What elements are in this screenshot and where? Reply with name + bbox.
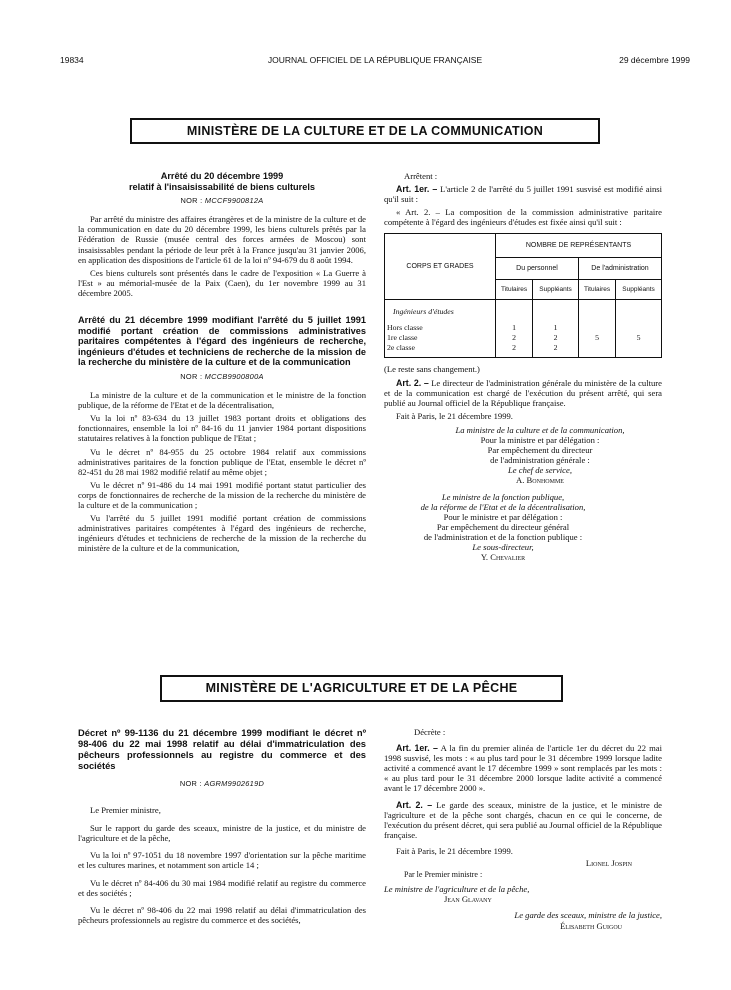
arrete2-paragraph: Vu la loi nº 83-634 du 13 juillet 1983 portant droits et obligations des fonctionnaires, ensemble la loi nº 84-16 du 11 janvier 1984 portant dispositions statutaires relatives à la fonction publique de l'Etat ; — [78, 413, 366, 444]
page-header — [60, 53, 690, 67]
table-personnel-suppleants: 1 2 2 — [533, 300, 579, 358]
table-col-titulaires: Titulaires — [578, 280, 615, 300]
decrete: Décrète : — [414, 727, 446, 737]
table-row-grade: 2e classe — [387, 343, 415, 353]
decret-paragraph: Le Premier ministre, — [90, 805, 161, 816]
arrete2-title: Arrêté du 21 décembre 1999 modifiant l'arrêté du 5 juillet 1991 modifié portant création de commissions administratives paritaires compétentes à l'égard des ingénieurs de recherche, ingénieurs d'études et techniciens de recherche de la mission de la recherche du ministère de la culture et de la communication — [78, 315, 366, 368]
table-head-nombre: NOMBRE DE REPRÉSENTANTS — [496, 234, 662, 258]
decret-paragraph: Sur le rapport du garde des sceaux, ministre de la justice, et du ministre de l'agriculture et de la pêche, — [78, 823, 366, 844]
arrete2-paragraph: Vu l'arrêté du 5 juillet 1991 modifié portant création de commissions administratives paritaires compétentes à l'égard des ingénieurs de recherche, ingénieurs d'études et techniciens de recherche de la mission de la recherche du ministère de la culture et de la communication, — [78, 513, 366, 554]
table-col-suppleants: Suppléants — [533, 280, 579, 300]
signatory-name: Y. Chevalier — [480, 552, 526, 563]
table-group-label: Ingénieurs d'études — [393, 307, 454, 317]
arretent: Arrêtent : — [404, 171, 438, 181]
issue-date: 29 décembre 1999 — [619, 55, 690, 65]
decret-paragraph: Vu la loi nº 97-1051 du 18 novembre 1997 d'orientation sur la pêche maritime et les cultures marines, et notamment son article 14 ; — [78, 850, 366, 871]
arrete2-article1-quote: « Art. 2. – La composition de la commission administrative paritaire compétente à l'égard des ingénieurs d'études est fixée ainsi qu'il suit : — [384, 207, 662, 228]
arrete1-nor: NOR : MCCF9900812A — [180, 196, 264, 206]
table-head-corps: CORPS ET GRADES — [385, 234, 496, 300]
arrete2-paragraph: Vu le décret nº 84-955 du 25 octobre 1984 relatif aux commissions administratives paritaires de la fonction publique de l'Etat, ensemble le décret nº 82-451 du 28 mai 1982 modifié relatif au même objet ; — [78, 446, 366, 477]
table-row-grade: Hors classe — [387, 323, 423, 333]
table-row-grade: 1re classe — [387, 333, 418, 343]
table-grades-cell — [385, 300, 496, 358]
ministry-agriculture-heading: MINISTÈRE DE L'AGRICULTURE ET DE LA PÊCHE — [160, 675, 563, 702]
ministry-culture-heading: MINISTÈRE DE LA CULTURE ET DE LA COMMUNICATION — [130, 118, 600, 144]
table-col-titulaires: Titulaires — [496, 280, 533, 300]
page-number: 19834 — [60, 55, 84, 65]
decret-article1: Art. 1er. – A la fin du premier alinéa de l'article 1er du décret du 22 mai 1998 susvisé, les mots : « au plus tard pour le 31 décembre 1999 lorsque ladite activité a commencé avant le 17 décembre 1999 » sont remplacés par les mots : « au plus tard pour le 31 décembre 2000 lorsque ladite activité a commencé avant le 17 décembre 2000 ». — [384, 743, 662, 794]
signature-block-fonction-publique: Le ministre de la fonction publique, de la réforme de l'Etat et de la décentralisation, Pour le ministre et par délégation : Par empêchement du directeur général de l'administration et de la fonction publique : Le sous-directeur, Y. Chevalier — [384, 492, 662, 563]
right-column-agriculture — [384, 727, 662, 931]
arrete2-fait: Fait à Paris, le 21 décembre 1999. — [396, 410, 513, 421]
arrete1-paragraph: Par arrêté du ministre des affaires étrangères et de la ministre de la culture et de la communication en date du 20 décembre 1999, les biens culturels prêtés par la Fédération de Russie (musée central des forces armées de Moscou) sont insaisissables pendant la période de leur prêt à la France jusqu'au 31 janvier 2006, en application des dispositions de l'article 61 de la loi nº 94-679 du 8 août 1994. — [78, 214, 366, 265]
decret-title: Décret nº 99-1136 du 21 décembre 1999 modifiant le décret nº 98-406 du 22 mai 1998 relatif au délai d'immatriculation des pêcheurs professionnels au registre du commerce et des sociétés — [78, 727, 366, 771]
signatory-guigou: Élisabeth Guigou — [560, 920, 622, 931]
signatory-name: A. Bonhomme — [516, 475, 564, 486]
decret-nor: NOR : AGRM9902619D — [179, 779, 265, 788]
arrete2-nor: NOR : MCCB9900800A — [180, 372, 264, 381]
arrete2-article1: Art. 1er. – L'article 2 de l'arrêté du 5 juillet 1991 susvisé est modifié ainsi qu'il suit : — [384, 184, 662, 205]
table-admin-titulaires: 5 — [578, 300, 615, 358]
arrete1-paragraph: Ces biens culturels sont présentés dans le cadre de l'exposition « La Guerre à l'Est » au mémorial-musée de la Paix (Caen), du 1er novembre 1999 au 31 décembre 2005. — [78, 267, 366, 298]
table-admin-suppleants: 5 — [616, 300, 662, 358]
signature-block-culture: La ministre de la culture et de la communication, Pour la ministre et par délégation : Par empêchement du directeur de l'administration générale : Le chef de service, A. Bonhomme — [384, 425, 662, 486]
decret-paragraph: Vu le décret nº 84-406 du 30 mai 1984 modifié relatif au registre du commerce et des sociétés ; — [78, 877, 366, 898]
reste-sans-changement: (Le reste sans changement.) — [384, 364, 480, 375]
arrete2-paragraph: La ministre de la culture et de la communication et le ministre de la fonction publique, de la réforme de l'Etat et de la décentralisation, — [78, 390, 366, 411]
representatives-table — [384, 233, 662, 358]
signature-title-justice: Le garde des sceaux, ministre de la justice, — [514, 910, 662, 921]
signatory-jospin: Lionel Jospin — [585, 858, 632, 869]
table-head-administration: De l'administration — [578, 258, 661, 280]
right-column-culture — [384, 171, 662, 562]
decret-fait: Fait à Paris, le 21 décembre 1999. — [396, 845, 513, 856]
signatory-glavany: Jean Glavany — [444, 894, 492, 905]
table-head-personnel: Du personnel — [496, 258, 579, 280]
decret-paragraph: Vu le décret nº 98-406 du 22 mai 1998 relatif au délai d'immatriculation des pêcheurs professionnels au registre du commerce et des sociétés, — [78, 904, 366, 925]
signature-title-agriculture: Le ministre de l'agriculture et de la pêche, — [384, 884, 530, 895]
par-le-premier-ministre: Par le Premier ministre : — [404, 870, 483, 880]
arrete1-title: Arrêté du 20 décembre 1999 relatif à l'insaisissabilité de biens culturels — [128, 171, 315, 192]
decret-article2: Art. 2. – Le garde des sceaux, ministre de la justice, et le ministre de l'agriculture et de la pêche sont chargés, chacun en ce qui le concerne, de l'exécution du présent décret, qui sera publié au Journal officiel de la République française. — [384, 799, 662, 840]
table-col-suppleants: Suppléants — [616, 280, 662, 300]
arrete2-article2: Art. 2. – Le directeur de l'administration générale du ministère de la culture et de la communication est chargé de l'exécution du présent arrêté, qui sera publié au Journal officiel de la République française. — [384, 377, 662, 408]
journal-title: JOURNAL OFFICIEL DE LA RÉPUBLIQUE FRANÇAISE — [267, 55, 483, 65]
arrete2-paragraph: Vu le décret nº 91-486 du 14 mai 1991 modifié portant statut particulier des corps de fonctionnaires de recherche de la mission de la recherche du ministère de la culture et de la communication ; — [78, 479, 366, 511]
left-column-culture — [78, 171, 366, 557]
left-column-agriculture — [78, 727, 366, 928]
table-personnel-titulaires: 1 2 2 — [496, 300, 533, 358]
